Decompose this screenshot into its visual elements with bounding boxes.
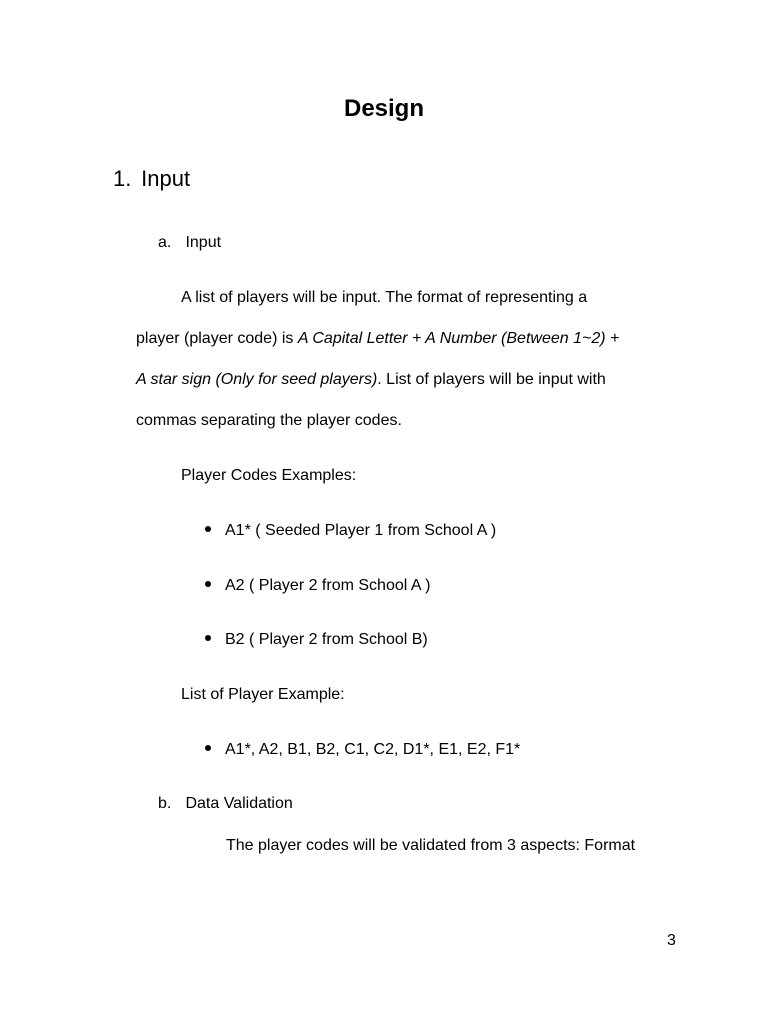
list-example: A1*, A2, B1, B2, C1, C2, D1*, E1, E2, F1* — [225, 741, 521, 758]
section-label: Input — [141, 166, 191, 191]
paragraph-line-3 — [136, 369, 606, 391]
examples-heading: Player Codes Examples: — [181, 467, 357, 484]
paragraph-line-1: A list of players will be input. The format of representing a — [181, 289, 588, 306]
paragraph-line-2-italic: A Capital Letter + A Number (Between 1~2) + — [297, 330, 620, 347]
list-heading: List of Player Example: — [181, 686, 345, 703]
page-title: Design — [343, 95, 424, 122]
list-item — [205, 520, 496, 542]
list-item — [205, 629, 428, 651]
bullet-icon — [205, 526, 211, 532]
bullet-icon — [205, 635, 211, 641]
subsection-a-label: Input — [185, 234, 222, 251]
subsection-b-heading — [158, 793, 293, 815]
example-code-3: B2 ( Player 2 from School B) — [225, 631, 428, 648]
subsection-b-label: Data Validation — [185, 795, 293, 812]
list-item — [205, 575, 430, 597]
validation-text: The player codes will be validated from 3 aspects: Format — [226, 837, 636, 854]
section-heading — [113, 165, 190, 193]
list-item — [205, 739, 520, 761]
paragraph-line-4: commas separating the player codes. — [136, 412, 402, 429]
paragraph-line-2-plain: player (player code) is — [136, 330, 298, 347]
example-code-1: A1* ( Seeded Player 1 from School A ) — [225, 522, 497, 539]
paragraph-line-3-plain: . List of players will be input with — [377, 371, 606, 388]
subsection-a-letter: a. — [158, 234, 172, 251]
bullet-icon — [205, 581, 211, 587]
page-number: 3 — [667, 932, 676, 949]
example-code-2: A2 ( Player 2 from School A ) — [225, 577, 431, 594]
bullet-icon — [205, 745, 211, 751]
section-number: 1. — [113, 166, 132, 191]
paragraph-line-2 — [136, 328, 619, 350]
paragraph-line-3-italic: A star sign (Only for seed players) — [136, 371, 378, 388]
subsection-b-letter: b. — [158, 795, 172, 812]
subsection-a-heading — [158, 232, 221, 254]
